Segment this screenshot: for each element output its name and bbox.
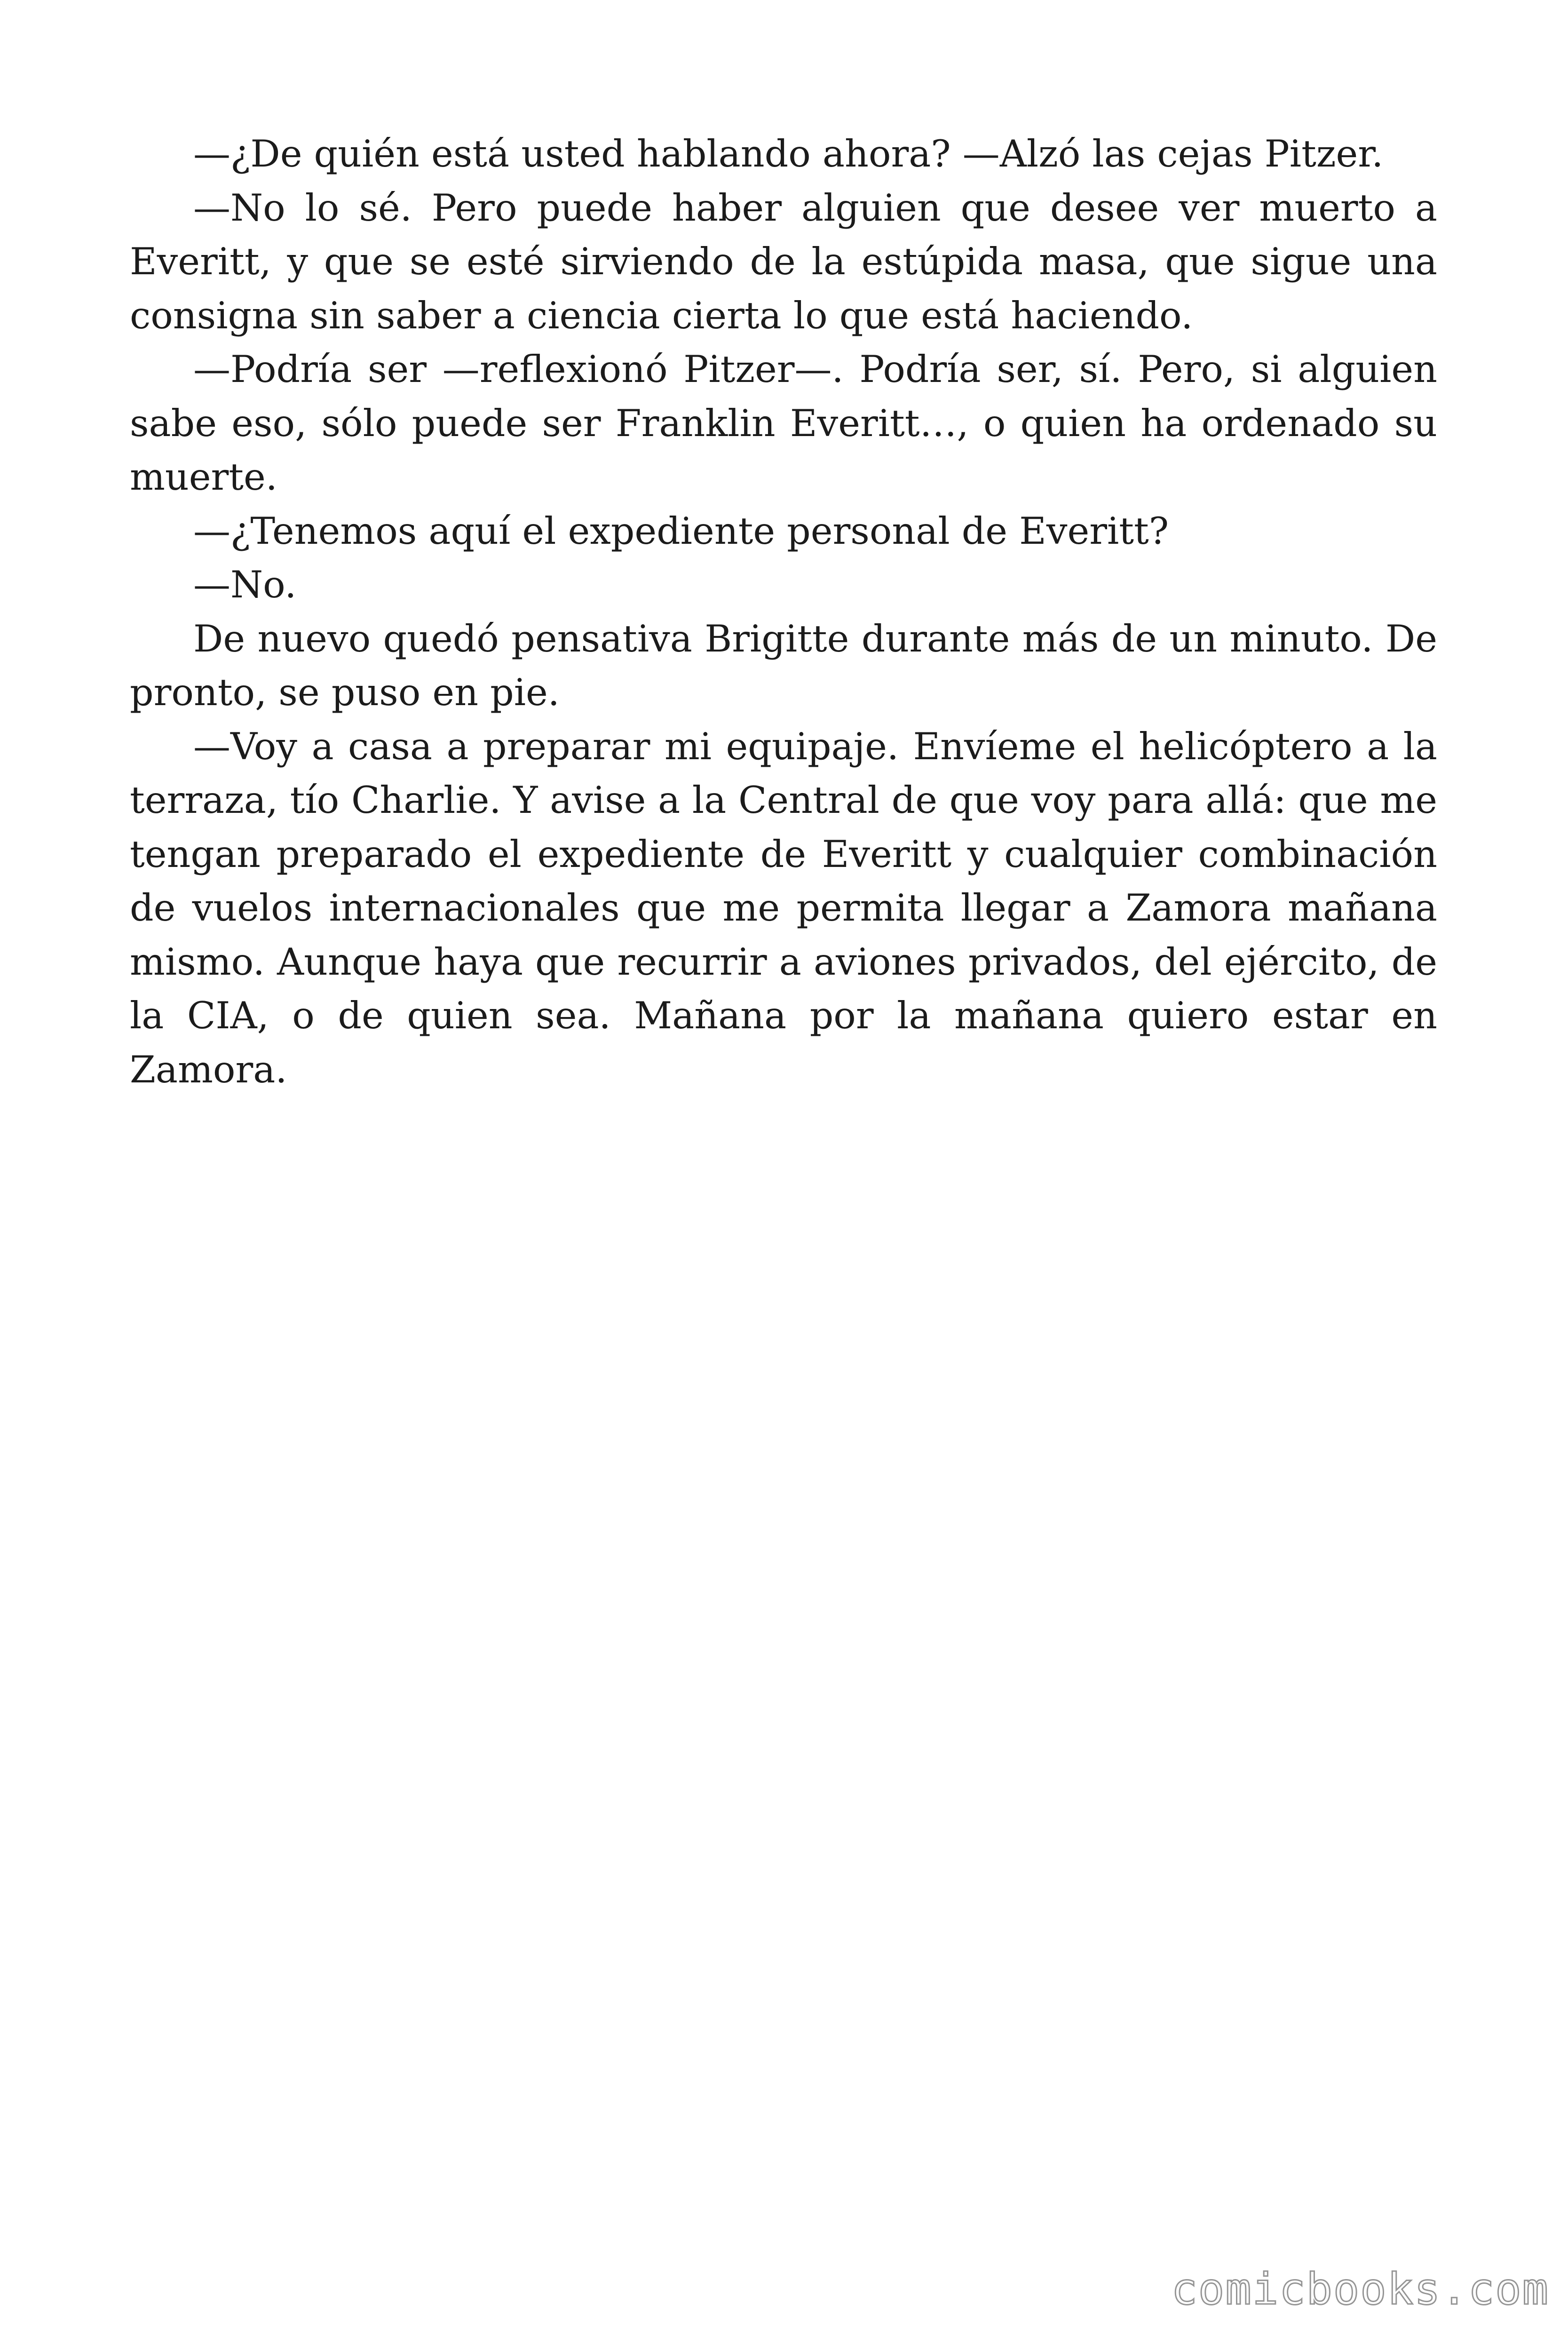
paragraph: —No. xyxy=(193,563,297,606)
paragraph: —No lo sé. Pero puede haber alguien que desee ver muerto a Everitt, y que se esté sirviendo de la estúpida masa, que sigue una consigna sin saber a ciencia cierta lo que está haciendo. xyxy=(130,186,1437,337)
paragraph: De nuevo quedó pensativa Brigitte durante más de un minuto. De pronto, se puso en pie. xyxy=(130,617,1437,714)
watermark: comicbooks.com xyxy=(1171,2264,1549,2314)
paragraph: —¿De quién está usted hablando ahora? —Alzó las cejas Pitzer. xyxy=(193,132,1384,175)
paragraph: —Voy a casa a preparar mi equipaje. Envíeme el helicóptero a la terraza, tío Charlie. Y avise a la Central de que voy para allá: que me tengan preparado el expediente de Everitt y cualquier combinación de vuelos internacionales que me permita llegar a Zamora mañana mismo. Aunque haya que recurrir a aviones privados, del ejército, de la CIA, o de quien sea. Mañana por la mañana quiero estar en Zamora. xyxy=(130,724,1437,1091)
body-text xyxy=(130,127,1437,1097)
paragraph: —¿Tenemos aquí el expediente personal de Everitt? xyxy=(193,509,1169,553)
paragraph: —Podría ser —reflexionó Pitzer—. Podría ser, sí. Pero, si alguien sabe eso, sólo puede ser Franklin Everitt…, o quien ha ordenado su muerte. xyxy=(130,348,1437,499)
